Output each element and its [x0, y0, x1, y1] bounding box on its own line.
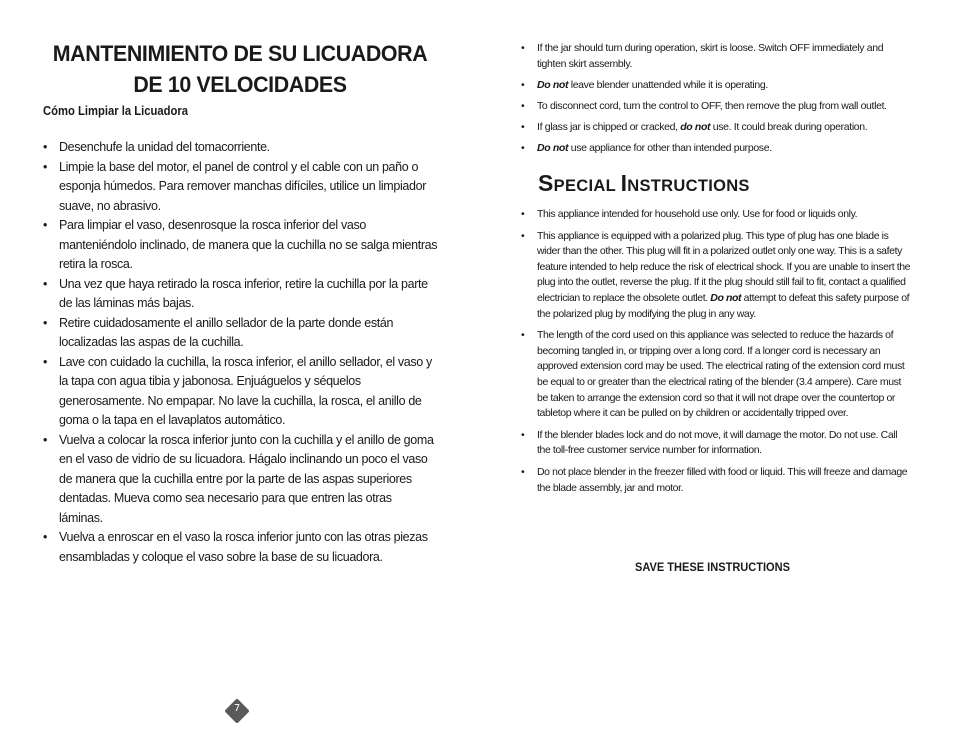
page-number: 7: [233, 703, 241, 714]
list-item-text: To disconnect cord, turn the control to OFF, then remove the plug from wall outlet.: [537, 100, 887, 112]
emphasis-text: do not: [680, 121, 711, 133]
list-item: [43, 431, 438, 529]
list-item-text: Desenchufe la unidad del tomacorriente.: [59, 140, 270, 154]
list-item-text: If glass jar is chipped or cracked,: [537, 121, 681, 133]
list-item-text: The length of the cord used on this appliance was selected to reduce the hazards of becoming tangled in, or tripping over a long cord. If a longer cord is necessary an approved extension cord may be used. The electrical rating of the extension cord must be equal to or greater than the electrical rating of the blender (3.4 ampere). Care must be taken to arrange the extension cord so that it will not drape over the countertop or tabletop where it can be pulled on by children or accidentally tripped over.: [537, 329, 905, 420]
list-item-text: use appliance for other than intended purpose.: [568, 142, 772, 154]
title-rest: NSTRUCTIONS: [627, 177, 750, 195]
bullet-icon: •: [521, 428, 525, 441]
list-item: [43, 275, 438, 314]
list-item: [521, 77, 911, 93]
title-line-2: DE 10 VELOCIDADES: [133, 72, 347, 97]
title-line-1: MANTENIMIENTO DE SU LICUADORA: [52, 41, 428, 66]
list-item: [521, 119, 911, 135]
list-item: [43, 314, 438, 353]
list-item-text: Lave con cuidado la cuchilla, la rosca inferior, el anillo sellador, el vaso y la tapa con agua tibia y jabonosa. Enjuáguelos y séquelos generosamente. No empapar. No lave la cuchilla, la rosca, el anillo de goma o la tapa en el lavaplatos automático.: [59, 354, 432, 427]
list-item: [43, 216, 438, 275]
bullet-icon: •: [43, 140, 48, 154]
bullet-icon: •: [43, 276, 48, 291]
emphasis-text: Do not: [710, 291, 742, 304]
cleaning-steps-list: [43, 138, 438, 567]
list-item: [521, 428, 911, 459]
list-item-text: Para limpiar el vaso, desenrosque la rosca inferior del vaso manteniéndolo inclinado, de manera que la cuchilla no se salga mientras retira la rosca.: [59, 218, 438, 271]
list-item: [43, 353, 438, 431]
list-item-text: If the blender blades lock and do not move, it will damage the motor. Do not use. Call the toll-free customer service number for information.: [537, 428, 898, 457]
list-item: [521, 140, 911, 156]
list-item-text: use. It could break during operation.: [710, 121, 868, 133]
list-item-text: Vuelva a enroscar en el vaso la rosca inferior junto con las otras piezas ensambladas y coloque el vaso sobre la base de su licuadora.: [59, 530, 428, 564]
list-item-text: This appliance intended for household use only. Use for food or liquids only.: [537, 208, 858, 220]
bullet-icon: •: [43, 218, 48, 232]
bullet-icon: •: [521, 100, 525, 112]
list-item: [521, 465, 911, 496]
cleaning-subheading: Cómo Limpiar la Licuadora: [43, 104, 189, 118]
list-item-text: If the jar should turn during operation, skirt is loose. Switch OFF immediately and tighten skirt assembly.: [537, 42, 884, 70]
page-number-badge: [224, 698, 250, 724]
emphasis-text: Do not: [537, 142, 569, 154]
bullet-icon: •: [521, 465, 525, 478]
section-title: [538, 170, 750, 197]
list-item-text: leave blender unattended while it is operating.: [568, 79, 768, 91]
list-item-text: This appliance is equipped with a polarized plug. This type of plug has one blade is wider than the other. This plug will fit in a polarized outlet only one way. This is a safety feature intended to help reduce the risk of electrical shock. If you are unable to insert the plug into the outlet, reverse the plug. If it the plug should still fail to fit, contact a qualified electrician to replace the obsolete outlet.: [537, 229, 911, 304]
bullet-icon: •: [521, 208, 525, 220]
special-instructions-list: [521, 207, 911, 502]
list-item: [521, 207, 911, 223]
list-item-text: Do not place blender in the freezer filled with food or liquid. This will freeze and damage the blade assembly, jar and motor.: [537, 465, 908, 494]
bullet-icon: •: [521, 229, 525, 242]
bullet-icon: •: [521, 329, 525, 342]
save-instructions-note: SAVE THESE INSTRUCTIONS: [635, 560, 790, 574]
bullet-icon: •: [43, 159, 48, 174]
bullet-icon: •: [521, 142, 525, 154]
page-title: [50, 38, 430, 100]
list-item: [521, 328, 911, 422]
list-item: [521, 40, 911, 72]
bullet-icon: •: [43, 315, 48, 330]
bullet-icon: •: [521, 121, 525, 133]
list-item-text: Una vez que haya retirado la rosca inferior, retire la cuchilla por la parte de las láminas más bajas.: [59, 276, 428, 310]
list-item-text: Limpie la base del motor, el panel de control y el cable con un paño o esponja húmedos. Para remover manchas difíciles, utilice un limpiador suave, no abrasivo.: [59, 159, 427, 213]
emphasis-text: Do not: [537, 79, 569, 91]
list-item: [521, 98, 911, 114]
list-item: [43, 528, 438, 567]
list-item: [43, 158, 438, 217]
bullet-icon: •: [521, 42, 525, 54]
bullet-icon: •: [43, 530, 48, 544]
right-page: [477, 0, 954, 738]
list-item-text: Vuelva a colocar la rosca inferior junto con la cuchilla y el anillo de goma en el vaso de vidrio de su licuadora. Hágalo inclinando un poco el vaso de manera que la cuchilla entre por la parte de las aspas superiores dentadas. Mueva como sea necesario para que entren las otras láminas.: [59, 432, 434, 525]
list-item: [43, 138, 438, 158]
list-item-text: Retire cuidadosamente el anillo sellador de la parte donde están localizadas las aspas de la cuchilla.: [59, 315, 394, 349]
list-item-text: attempt to defeat this safety purpose of the polarized plug by modifying the plug in any way.: [537, 291, 910, 320]
bullet-icon: •: [43, 432, 48, 447]
title-rest: PECIAL: [553, 177, 621, 195]
title-cap: S: [538, 170, 554, 196]
safety-list: [521, 40, 911, 161]
title-cap: I: [620, 170, 628, 196]
bullet-icon: •: [521, 79, 525, 91]
list-item: [521, 229, 911, 323]
bullet-icon: •: [43, 354, 48, 369]
